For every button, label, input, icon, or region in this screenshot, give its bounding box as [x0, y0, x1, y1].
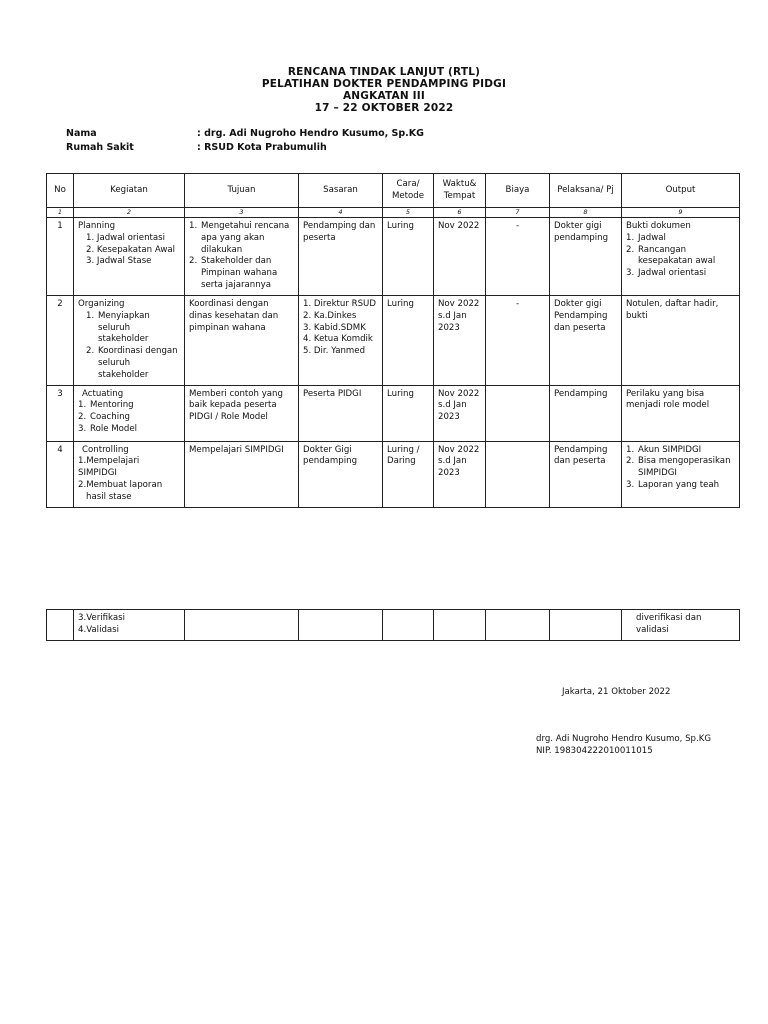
output-item: 3. Jadwal orientasi	[626, 268, 707, 279]
kegiatan-title: Controlling	[82, 444, 129, 455]
output-cell	[622, 441, 740, 507]
nama-value: : drg. Adi Nugroho Hendro Kusumo, Sp.KG	[197, 128, 424, 139]
kegiatan-cell	[74, 296, 185, 386]
sasaran-item: 5. Dir. Yanmed	[303, 346, 366, 357]
header-sasaran: Sasaran	[299, 174, 383, 208]
row-no	[47, 610, 74, 641]
tujuan-cell: Memberi contoh yang baik kepada peserta PIDGI / Role Model	[185, 385, 299, 441]
biaya-cell: -	[486, 218, 550, 296]
row-no: 3	[47, 385, 74, 441]
kegiatan-item: 1. Menyiapkan seluruh stakeholder	[86, 310, 150, 345]
sasaran-item: 4. Ketua Komdik	[303, 334, 373, 345]
header-kegiatan: Kegiatan	[74, 174, 185, 208]
header-waktu-tempat: Waktu& Tempat	[434, 174, 486, 208]
rumah-sakit-value: : RSUD Kota Prabumulih	[197, 142, 327, 153]
kegiatan-item: 1. Mentoring	[78, 400, 134, 411]
sasaran-cell: Pendamping dan peserta	[299, 218, 383, 296]
output-item: 1. Jadwal	[626, 232, 666, 243]
pelaksana-cell: Dokter gigi Pendamping dan peserta	[550, 296, 622, 386]
biaya-cell	[486, 610, 550, 641]
col-number: 8	[550, 208, 622, 218]
kegiatan-item: 4.Validasi	[78, 624, 120, 635]
table-row	[47, 610, 740, 641]
kegiatan-item: 1.Mempelajari SIMPIDGI	[78, 456, 140, 479]
sasaran-cell	[299, 610, 383, 641]
output-item: 2. Bisa mengoperasikan SIMPIDGI	[626, 456, 731, 479]
output-title: Bukti dokumen	[626, 221, 691, 231]
biaya-cell	[486, 441, 550, 507]
tujuan-cell	[185, 610, 299, 641]
header-biaya: Biaya	[486, 174, 550, 208]
kegiatan-cell	[74, 441, 185, 507]
sasaran-cell	[299, 296, 383, 386]
tujuan-cell: Mempelajari SIMPIDGI	[185, 441, 299, 507]
kegiatan-item: 2.Membuat laporan	[78, 479, 163, 490]
cara-cell: Luring	[383, 218, 434, 296]
header-no: No	[47, 174, 74, 208]
col-number: 5	[383, 208, 434, 218]
col-number: 6	[434, 208, 486, 218]
rtl-table-continuation	[46, 609, 740, 641]
col-number: 2	[74, 208, 185, 218]
doc-batch: ANGKATAN III	[342, 90, 426, 102]
pelaksana-cell: Pendamping	[550, 385, 622, 441]
kegiatan-item: 1. Jadwal orientasi	[86, 232, 166, 243]
kegiatan-item: 3. Role Model	[78, 423, 138, 434]
col-number: 7	[486, 208, 550, 218]
table-row	[47, 441, 740, 507]
col-number: 4	[299, 208, 383, 218]
output-text: diverifikasi dan validasi	[636, 613, 702, 635]
waktu-cell: Nov 2022 s.d Jan 2023	[434, 385, 486, 441]
cara-cell	[383, 610, 434, 641]
doc-title: RENCANA TINDAK LANJUT (RTL)	[287, 66, 481, 78]
kegiatan-item: 2. Kesepakatan Awal	[86, 244, 176, 255]
sasaran-item: 1. Direktur RSUD	[303, 299, 376, 309]
cara-cell: Luring	[383, 296, 434, 386]
signer-nip: NIP. 198304222010011015	[536, 746, 653, 756]
pelaksana-cell	[550, 610, 622, 641]
kegiatan-title: Organizing	[78, 299, 125, 309]
kegiatan-item: 3.Verifikasi	[78, 613, 125, 623]
waktu-cell: Nov 2022 s.d Jan 2023	[434, 296, 486, 386]
output-cell: Notulen, daftar hadir, bukti	[622, 296, 740, 386]
doc-subtitle: PELATIHAN DOKTER PENDAMPING PIDGI	[261, 78, 507, 90]
col-number: 3	[185, 208, 299, 218]
header-tujuan: Tujuan	[185, 174, 299, 208]
output-item: 1. Akun SIMPIDGI	[626, 444, 702, 455]
pelaksana-cell: Pendamping dan peserta	[550, 441, 622, 507]
row-no: 2	[47, 296, 74, 386]
tujuan-cell: Koordinasi dengan dinas kesehatan dan pimpinan wahana	[185, 296, 299, 386]
output-cell	[622, 218, 740, 296]
doc-dates: 17 – 22 OKTOBER 2022	[314, 102, 454, 114]
waktu-cell: Nov 2022	[434, 218, 486, 296]
table-row	[47, 218, 740, 296]
kegiatan-item: 2. Coaching	[78, 412, 130, 423]
kegiatan-title: Actuating	[82, 388, 124, 399]
signer-name: drg. Adi Nugroho Hendro Kusumo, Sp.KG	[536, 734, 712, 744]
pelaksana-cell: Dokter gigi pendamping	[550, 218, 622, 296]
kegiatan-item: 3. Jadwal Stase	[86, 256, 152, 267]
sasaran-cell: Peserta PIDGI	[299, 385, 383, 441]
output-cell	[622, 610, 740, 641]
output-item: 2. Rancangan kesepakatan awal	[626, 244, 716, 267]
table-header-row	[47, 174, 740, 208]
biaya-cell	[486, 385, 550, 441]
tujuan-cell	[185, 218, 299, 296]
kegiatan-cell	[74, 385, 185, 441]
output-item: 3. Laporan yang teah	[626, 479, 720, 490]
kegiatan-cell	[74, 218, 185, 296]
kegiatan-item: hasil stase	[86, 491, 132, 502]
waktu-cell: Nov 2022 s.d Jan 2023	[434, 441, 486, 507]
nama-label: Nama	[66, 128, 97, 139]
row-no: 4	[47, 441, 74, 507]
cara-cell: Luring	[383, 385, 434, 441]
table-row	[47, 296, 740, 386]
sasaran-item: 2. Ka.Dinkes	[303, 310, 357, 321]
table-row	[47, 385, 740, 441]
tujuan-item: 2. Stakeholder dan Pimpinan wahana serta jajarannya	[189, 256, 278, 290]
place-date: Jakarta, 21 Oktober 2022	[562, 687, 671, 697]
kegiatan-cell	[74, 610, 185, 641]
rumah-sakit-label: Rumah Sakit	[66, 142, 134, 153]
header-output: Output	[622, 174, 740, 208]
cara-cell: Luring / Daring	[383, 441, 434, 507]
kegiatan-item: 2. Koordinasi dengan seluruh stakeholder	[86, 346, 178, 380]
output-cell: Perilaku yang bisa menjadi role model	[622, 385, 740, 441]
tujuan-item: 1. Mengetahui rencana apa yang akan dilakukan	[189, 221, 290, 255]
sasaran-item: 3. Kabid.SDMK	[303, 322, 366, 333]
rtl-table	[46, 173, 740, 508]
row-no: 1	[47, 218, 74, 296]
biaya-cell: -	[486, 296, 550, 386]
kegiatan-title: Planning	[78, 221, 116, 231]
header-cara-metode: Cara/ Metode	[383, 174, 434, 208]
header-pelaksana: Pelaksana/ Pj	[550, 174, 622, 208]
column-number-row	[47, 208, 740, 218]
waktu-cell	[434, 610, 486, 641]
col-number: 1	[47, 208, 74, 218]
sasaran-cell: Dokter Gigi pendamping	[299, 441, 383, 507]
col-number: 9	[622, 208, 740, 218]
